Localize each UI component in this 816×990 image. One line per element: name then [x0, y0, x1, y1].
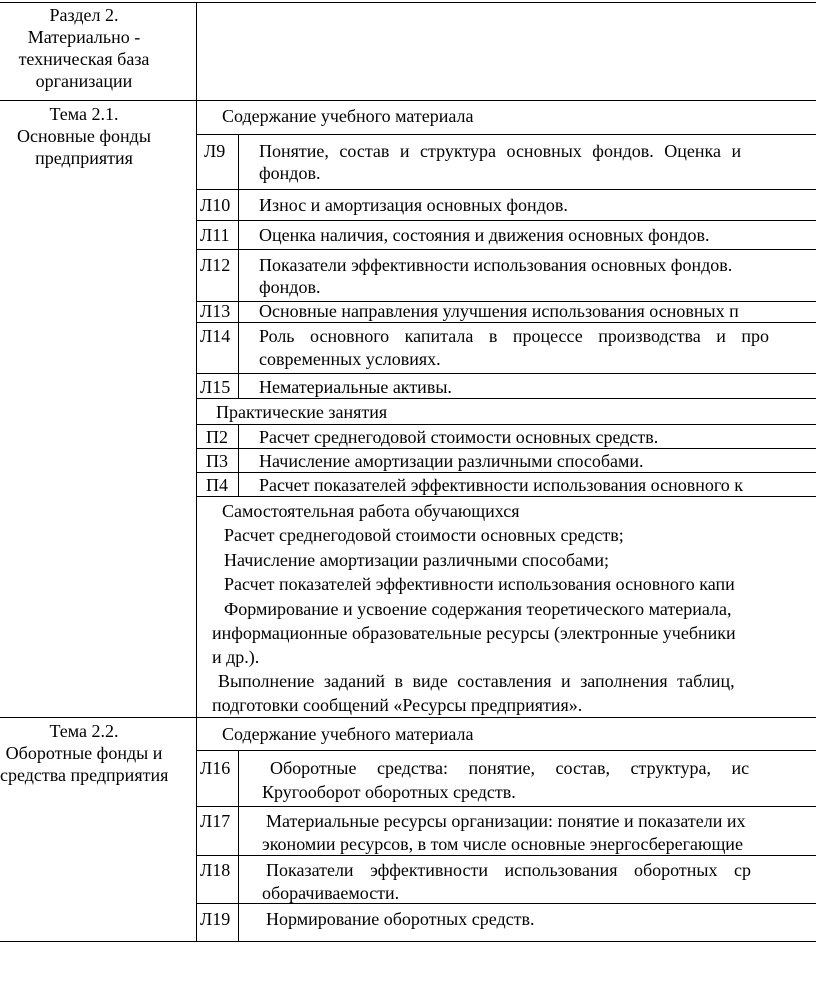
- lecture-text: Показатели эффективности использования оборотных ср: [266, 860, 751, 880]
- independent-item: Расчет показателей эффективности использования основного капи: [224, 574, 735, 594]
- practice-code: П4: [206, 475, 228, 495]
- grid-line: [196, 373, 816, 374]
- lecture-text: современных условиях.: [259, 349, 441, 369]
- lecture-code: Л11: [200, 225, 230, 245]
- topic-title-line: Оборотные фонды и: [5, 743, 163, 763]
- section-heading: [0, 4, 168, 92]
- topic-title-line: средства предприятия: [0, 765, 169, 785]
- grid-line: [196, 750, 816, 751]
- lecture-text: Материальные ресурсы организации: понятие и показатели их: [266, 811, 746, 831]
- lecture-text: Оценка наличия, состояния и движения основных фондов.: [259, 225, 710, 245]
- lecture-code: Л12: [200, 255, 231, 275]
- lecture-text: Кругооборот оборотных средств.: [262, 782, 516, 802]
- practice-text: Расчет среднегодовой стоимости основных средств.: [259, 427, 659, 447]
- grid-line: [196, 220, 816, 221]
- lecture-text: оборачиваемости.: [262, 883, 400, 903]
- independent-item: и др.).: [212, 647, 260, 667]
- topic-title-line: Тема 2.1.: [49, 104, 119, 124]
- grid-line: [196, 322, 816, 323]
- independent-item: информационные образовательные ресурсы (электронные учебники: [212, 623, 736, 643]
- lecture-code: Л18: [200, 860, 231, 880]
- row-divider-topic1: [0, 100, 816, 101]
- row-divider-topic2: [0, 717, 816, 718]
- grid-line: [196, 496, 816, 497]
- independent-item: подготовки сообщений «Ресурсы предприятия».: [212, 695, 583, 715]
- lecture-text: Оборотные средства: понятие, состав, структура, ис: [270, 758, 750, 778]
- lecture-text: Понятие, состав и структура основных фондов. Оценка и: [259, 141, 742, 161]
- independent-item: Формирование и усвоение содержания теоретического материала,: [224, 599, 732, 619]
- lecture-code: Л19: [200, 909, 231, 929]
- grid-line: [196, 134, 816, 135]
- grid-line: [196, 806, 816, 807]
- grid-line: [196, 448, 816, 449]
- code-column-line: [238, 134, 239, 398]
- code-column-line: [238, 424, 239, 496]
- lecture-text: Нормирование оборотных средств.: [266, 909, 535, 929]
- section-line: организации: [35, 71, 133, 91]
- lecture-text: Нематериальные активы.: [259, 377, 452, 397]
- independent-header: Самостоятельная работа обучающихся: [222, 501, 520, 521]
- practice-header: Практические занятия: [216, 402, 388, 422]
- table-border-top: [0, 2, 816, 3]
- practice-code: П3: [206, 451, 228, 471]
- practice-text: Начисление амортизации различными способами.: [259, 451, 644, 471]
- lecture-text: фондов.: [259, 163, 321, 183]
- topic-title-line: Основные фонды: [17, 126, 151, 146]
- topic1-title: [0, 103, 168, 169]
- independent-item: Выполнение заданий в виде составления и заполнения таблиц,: [218, 671, 735, 691]
- independent-item: Начисление амортизации различными способами;: [224, 550, 610, 570]
- section-line: Материально -: [27, 27, 141, 47]
- grid-line: [196, 424, 816, 425]
- code-column-line: [238, 750, 239, 941]
- section-line: техническая база: [18, 49, 150, 69]
- topic1-content-header: Содержание учебного материала: [222, 106, 474, 126]
- grid-line: [196, 189, 816, 190]
- lecture-text: Показатели эффективности использования основных фондов.: [259, 255, 733, 275]
- lecture-code: Л9: [204, 141, 226, 161]
- lecture-text: Роль основного капитала в процессе производства и про: [259, 326, 770, 346]
- practice-text: Расчет показателей эффективности использования основного к: [259, 475, 744, 495]
- grid-line: [196, 472, 816, 473]
- topic2-title: [0, 720, 168, 786]
- lecture-code: Л15: [200, 377, 231, 397]
- grid-line: [196, 398, 816, 399]
- topic-title-line: предприятия: [35, 148, 133, 168]
- lecture-text: Основные направления улучшения использования основных п: [259, 301, 739, 321]
- practice-code: П2: [206, 427, 228, 447]
- section-line: Раздел 2.: [49, 5, 119, 25]
- topic-title-line: Тема 2.2.: [49, 721, 119, 741]
- grid-line: [196, 249, 816, 250]
- lecture-code: Л14: [200, 326, 231, 346]
- lecture-code: Л10: [200, 195, 231, 215]
- lecture-code: Л13: [200, 301, 231, 321]
- lecture-text: Износ и амортизация основных фондов.: [259, 195, 568, 215]
- lecture-text: экономии ресурсов, в том числе основные энергосберегающие: [262, 834, 743, 854]
- lecture-text: фондов.: [259, 277, 321, 297]
- lecture-code: Л16: [200, 758, 231, 778]
- topic2-content-header: Содержание учебного материала: [222, 724, 474, 744]
- independent-item: Расчет среднегодовой стоимости основных средств;: [224, 525, 624, 545]
- lecture-code: Л17: [200, 811, 231, 831]
- grid-line: [196, 855, 816, 856]
- table-border-bottom: [0, 941, 816, 942]
